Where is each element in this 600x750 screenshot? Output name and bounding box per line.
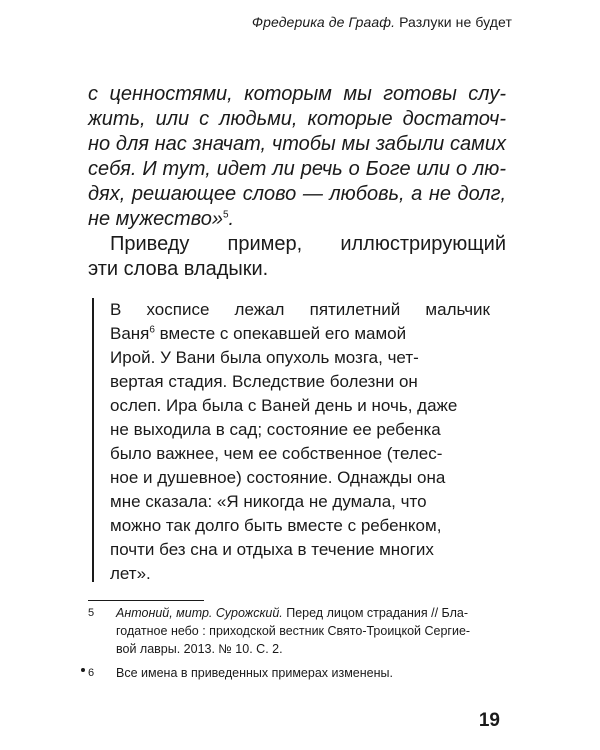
quote-line: жить, или с людьми, которые достаточ- [88,108,506,130]
story-line: можно так долго быть вместе с ребенком, [110,516,442,535]
footnote-author: Антоний, митр. Сурожский. [116,606,283,620]
quote-line: дях, решающее слово — любовь, а не долг, [88,183,506,205]
story-line: ное и душевное) состояние. Однажды она [110,468,446,487]
intro-paragraph [88,232,506,282]
footnote-ref-6[interactable]: 6 [149,324,155,336]
story-name-vanya: Ваня [110,324,150,343]
intro-line: эти слова владыки. [88,258,269,280]
quote-line: с ценностями, которым мы готовы слу- [88,83,506,105]
margin-dot [81,668,85,672]
footnote-body [116,664,508,682]
footnote-body [116,604,508,658]
header-book-title: Разлуки не будет [399,14,512,30]
footnote-text: годатное небо : приходской вестник Свято-Троицкой Сергие- [116,624,471,638]
footnote-text: Перед лицом страдания // Бла- [282,606,469,620]
quote-line-text: не мужество» [88,208,223,230]
story-line: вертая стадия. Вследствие болезни он [110,372,418,391]
story-line: Ирой. У Вани была опухоль мозга, чет- [110,348,419,367]
footnote-number: 6 [88,667,95,679]
story-line: почти без сна и отдыха в течение многих [110,540,434,559]
story-line: было важнее, чем ее собственное (телес- [110,444,443,463]
quote-line-last [88,207,506,232]
story-block [110,298,490,586]
story-line: ослеп. Ира была с Ваней день и ночь, даже [110,396,458,415]
footnote-text: Все имена в приведенных примерах изменены. [116,666,393,680]
footnote-ref-5[interactable]: 5 [222,209,229,221]
footnote-text: вой лавры. 2013. № 10. С. 2. [116,642,283,656]
quote-end-period: . [228,208,235,230]
story-line: не выходила в сад; состояние ее ребенка [110,420,441,439]
quote-paragraph [88,82,506,232]
footnote-5 [88,604,508,658]
quote-line: себя. И тут, идет ли речь о Боге или о лю- [88,158,506,180]
story-line: лет». [110,564,151,583]
footnotes [88,604,508,682]
story-side-rule [92,298,94,582]
story-line [110,322,490,346]
story-line-rest: вместе с опекавшей его мамой [154,324,407,343]
page-number: 19 [478,710,500,731]
footnote-6 [88,664,508,682]
footnote-divider [88,600,204,601]
intro-line: Приведу пример, иллюстрирующий [110,233,506,255]
quote-line: но для нас значат, чтобы мы забыли самих [88,133,506,155]
header-author: Фредерика де Грааф. [251,14,396,30]
story-line: В хосписе лежал пятилетний мальчик [110,300,490,319]
running-header [252,14,512,30]
footnote-number: 5 [88,607,95,619]
story-line: мне сказала: «Я никогда не думала, что [110,492,427,511]
